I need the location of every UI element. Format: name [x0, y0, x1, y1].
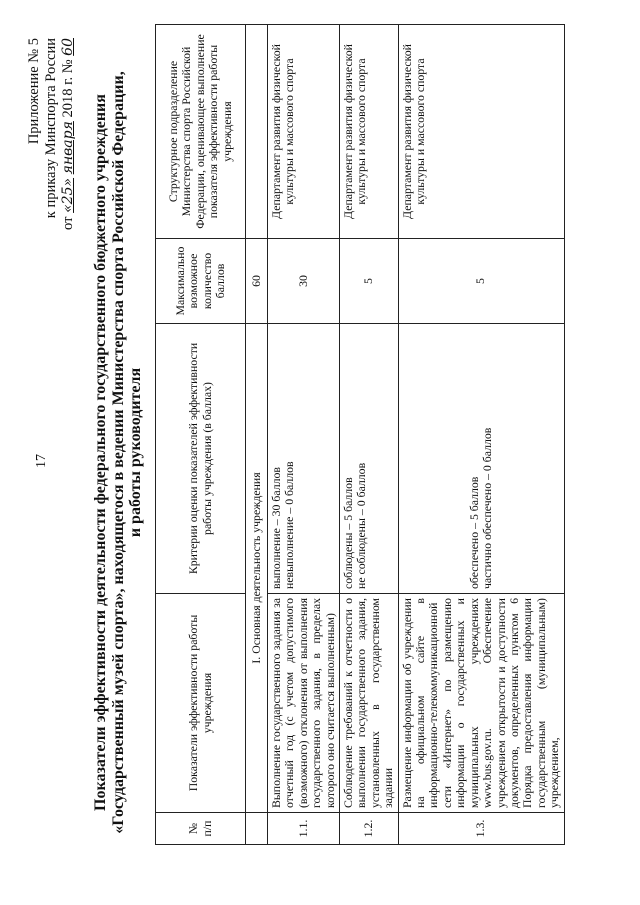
section-label: I. Основная деятельность учреждения: [246, 324, 268, 813]
row-department: Департамент развития физической культуры и массового спорта: [340, 25, 399, 239]
handwritten-month: января: [60, 121, 76, 175]
handwritten-order-number: 60: [60, 38, 76, 56]
header-criteria: Критерии оценки показателей эффективности работы учреждения (в баллах): [156, 324, 246, 594]
row-number: 1.1.: [268, 813, 340, 845]
row-max-points: 5: [398, 239, 564, 324]
header-indicator: Показатели эффективности работы учреждения: [156, 594, 246, 813]
row-number: 1.2.: [340, 813, 399, 845]
page-number: 17: [34, 454, 49, 468]
row-indicator: Размещение информации об учреждении на официальном сайте в информационно-телекоммуникационной сети «Интернет» по размещению информации о государственных и муниципальных учреждениях www.bus.gov.ru. Обеспечение учреждением открытости и доступности документов, определенных пунктом 6 Порядка предоставления информации государственным (муниципальным) учреждением,: [398, 594, 564, 813]
row-department: Департамент развития физической культуры и массового спорта: [268, 25, 340, 239]
handwritten-day: «25»: [60, 177, 76, 213]
section-max-points: 60: [246, 239, 268, 324]
row-criteria: выполнение – 30 баллов невыполнение – 0 баллов: [268, 324, 340, 594]
row-max-points: 5: [340, 239, 399, 324]
section-row: [246, 25, 268, 845]
header-max-points: Максимально возможное количество баллов: [156, 239, 246, 324]
row-criteria: обеспечено – 5 баллов частично обеспечено – 0 баллов: [398, 324, 564, 594]
header-department: Структурное подразделение Министерства спорта Российской Федерации, оценивающее выполнение показателя эффективности работы учреждения: [156, 25, 246, 239]
table-row: [340, 25, 399, 845]
row-criteria: соблюдены – 5 баллов не соблюдены – 0 баллов: [340, 324, 399, 594]
table-row: [398, 25, 564, 845]
appendix-header: [26, 38, 77, 230]
row-number: 1.3.: [398, 813, 564, 845]
indicators-table: [155, 24, 565, 845]
row-department: Департамент развития физической культуры и массового спорта: [398, 25, 564, 239]
row-indicator: Соблюдение требований к отчетности о выполнении государственного задания, установленных в государственном задании: [340, 594, 399, 813]
document-title: Показатели эффективности деятельности федерального государственного бюджетного учреждения «Государственный музей спорта», находящегося в ведении Министерства спорта Российской Федерации, и работы руководителя: [92, 71, 144, 834]
appendix-order-date: от «25» января 2018 г. № 60: [60, 38, 76, 230]
table-header-row: [156, 25, 246, 845]
header-num: № п/п: [156, 813, 246, 845]
row-indicator: Выполнение государственного задания за отчетный год (с учетом допустимого (возможного) отклонения от выполнения государственного задания, в пределах которого оно считается выполненным): [268, 594, 340, 813]
appendix-title: Приложение № 5: [26, 38, 42, 145]
table-row: [268, 25, 340, 845]
row-max-points: 30: [268, 239, 340, 324]
appendix-order-reference: к приказу Минспорта России: [43, 38, 59, 219]
